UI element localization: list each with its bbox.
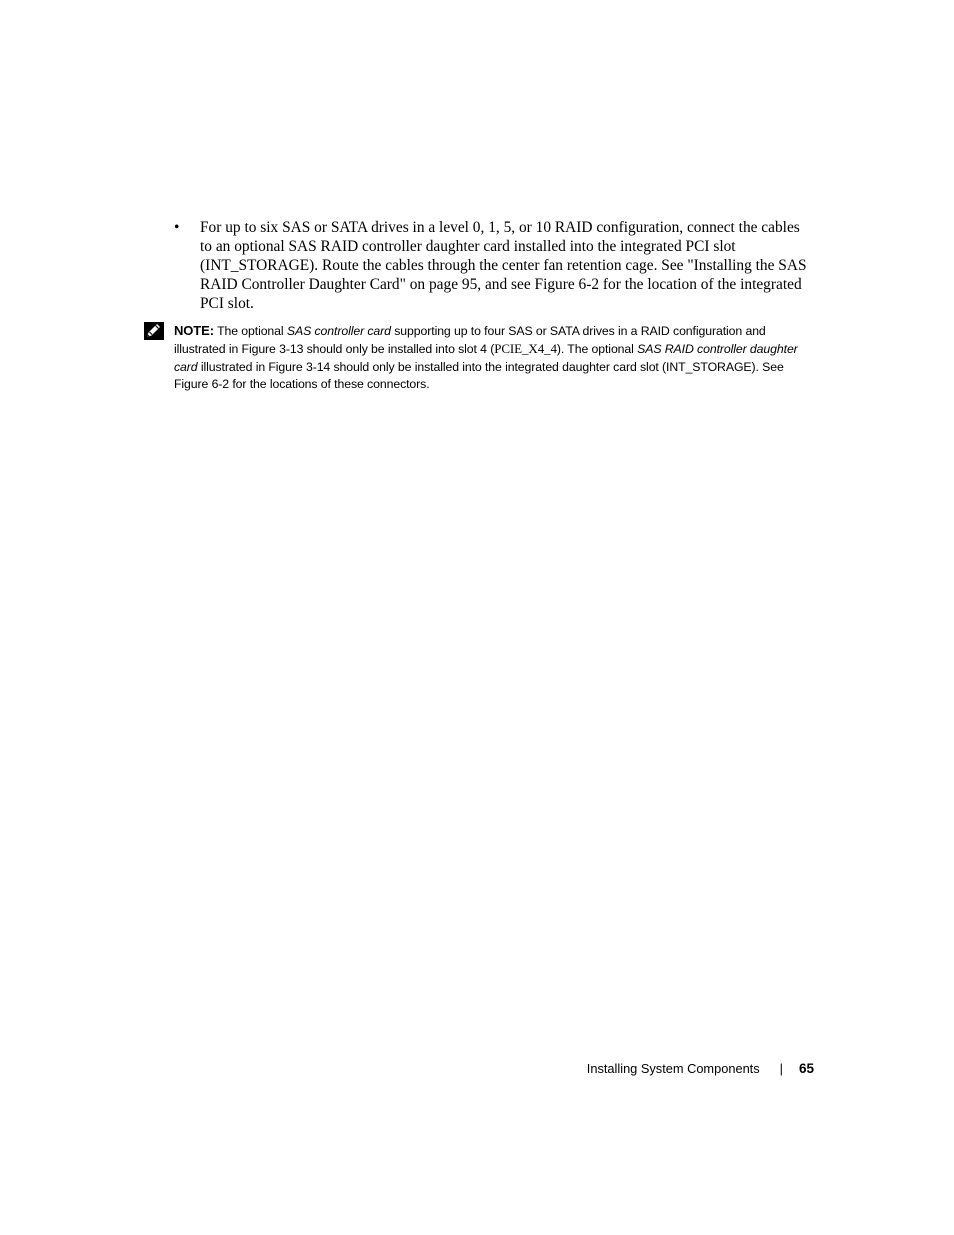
page-footer xyxy=(587,1061,814,1076)
footer-separator: | xyxy=(779,1061,783,1076)
bullet-item xyxy=(174,218,814,313)
note-italic-term-1: SAS controller card xyxy=(286,324,391,338)
note-pencil-icon xyxy=(143,321,165,341)
note-slot-code: PCIE_X4_4 xyxy=(494,341,557,357)
note-paragraph xyxy=(174,322,799,393)
note-text-part3: ). The optional xyxy=(556,342,634,357)
footer-section-title: Installing System Components xyxy=(586,1061,760,1076)
note-text-part4: illustrated in Figure 3-14 should only be installed into the integrated daughter card slot (INT_STORAGE). See Figure 6-2 for the locations of these connectors. xyxy=(174,359,784,391)
bullet-glyph: • xyxy=(174,219,180,236)
bullet-text: For up to six SAS or SATA drives in a level 0, 1, 5, or 10 RAID configuration, connect the cables to an optional SAS RAID controller daughter card installed into the integrated PCI slot (INT_STORAGE). Route the cables through the center fan retention cage. See "Installing the SAS RAID Controller Daughter Card" on page 95, and see Figure 6-2 for the location of the integrated PCI slot. xyxy=(200,219,807,312)
note-text-part2: supporting up to four SAS or SATA drives in a RAID configuration and illustrated in Figure 3-13 should only be installed into slot 4 ( xyxy=(174,324,766,357)
note-label: NOTE: xyxy=(174,323,214,338)
note-text-part1: The optional xyxy=(217,324,284,338)
note-italic-term-2: SAS RAID controller daughter card xyxy=(174,342,798,374)
page-number: 65 xyxy=(798,1061,814,1076)
